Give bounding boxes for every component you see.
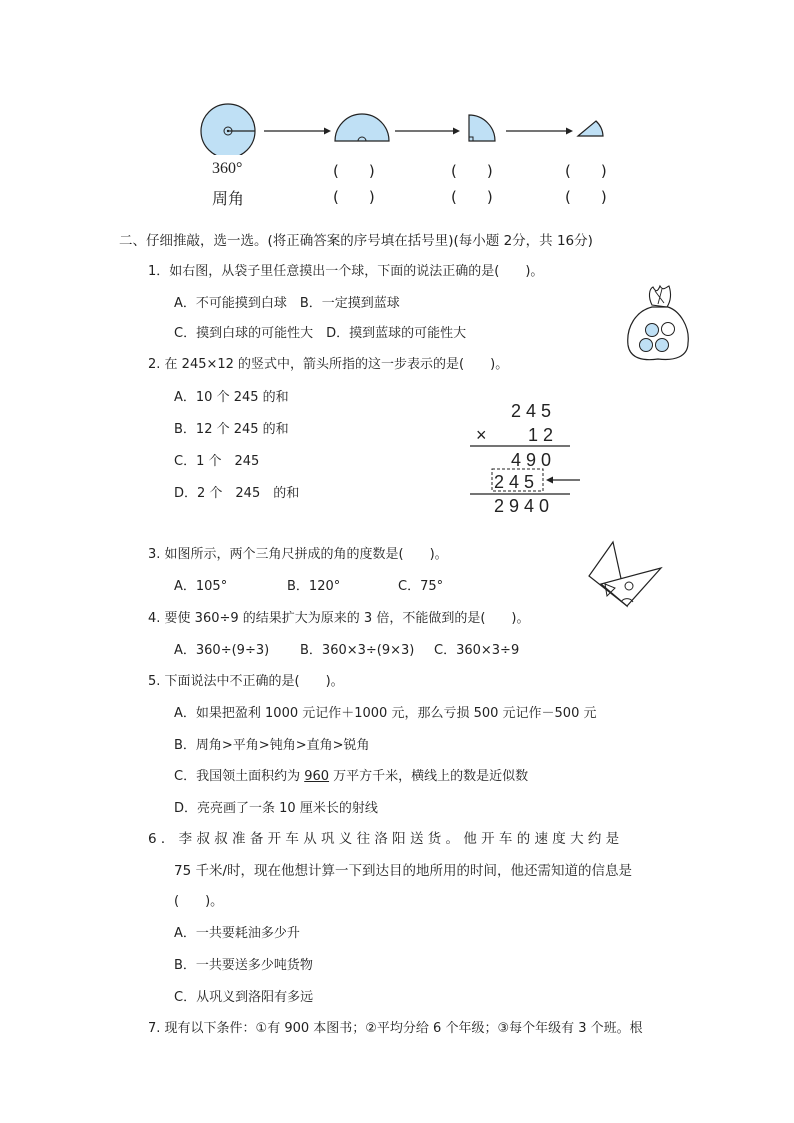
question-5-stem: 5. 下面说法中不正确的是( )。 xyxy=(148,674,344,689)
question-3-option-a: A．105° xyxy=(174,579,228,594)
question-3-option-c: C．75° xyxy=(398,579,444,594)
question-3-stem: 3. 如图所示，两个三角尺拼成的角的度数是( )。 xyxy=(148,547,448,562)
blank[interactable]: ( ) xyxy=(451,162,493,180)
label-360: 360° xyxy=(212,160,243,177)
question-4-option-b: B．360×3÷(9×3) xyxy=(300,643,415,658)
question-1-stem: 1．如右图，从袋子里任意摸出一个球，下面的说法正确的是( )。 xyxy=(148,264,544,279)
question-5-option-b: B．周角>平角>钝角>直角>锐角 xyxy=(174,738,370,753)
blank[interactable]: ( ) xyxy=(333,188,375,206)
question-2-option-d: D．2 个 245 的和 xyxy=(174,486,300,501)
question-5-option-c xyxy=(174,765,528,784)
sector-shape xyxy=(578,121,603,136)
question-7-line-1: 7. 现有以下条件：①有 900 本图书；②平均分给 6 个年级；③每个年级有 3 个班。根 xyxy=(148,1021,643,1036)
ball-bag-illustration xyxy=(622,283,694,363)
underlined-number: 960 xyxy=(304,769,330,784)
question-1-options-ab: A．不可能摸到白球 B．一定摸到蓝球 xyxy=(174,296,400,311)
question-5-option-a: A．如果把盈利 1000 元记作＋1000 元，那么亏损 500 元记作－500 元 xyxy=(174,706,597,721)
times-sign: × xyxy=(476,425,487,445)
section-heading: 二、仔细推敲，选一选。(将正确答案的序号填在括号里)(每小题 2分，共 16分) xyxy=(119,233,593,249)
option-c-text-post: 万平方千米，横线上的数是近似数 xyxy=(329,769,529,784)
blue-ball-icon xyxy=(646,324,659,337)
question-6-line-3: ( )。 xyxy=(174,894,224,909)
blank[interactable]: ( ) xyxy=(451,188,493,206)
question-4-option-a: A．360÷(9÷3) xyxy=(174,643,270,658)
question-6-option-c: C．从巩义到洛阳有多远 xyxy=(174,990,314,1005)
angles-figure xyxy=(190,95,630,155)
calc-lines xyxy=(465,440,595,500)
multiplicand: 2 4 5 xyxy=(511,401,552,421)
question-4-option-c: C．360×3÷9 xyxy=(434,643,520,658)
blue-ball-icon xyxy=(656,339,669,352)
question-4-stem: 4. 要使 360÷9 的结果扩大为原来的 3 倍，不能做到的是( )。 xyxy=(148,611,530,626)
question-2-option-b: B．12 个 245 的和 xyxy=(174,422,289,437)
question-6-option-a: A．一共要耗油多少升 xyxy=(174,926,300,941)
white-ball-icon xyxy=(662,323,675,336)
question-6-line-1: 6 ． 李 叔 叔 准 备 开 车 从 巩 义 往 洛 阳 送 货 。 他 开 车 的 速 度 大 约 是 xyxy=(148,831,620,847)
blank[interactable]: ( ) xyxy=(333,162,375,180)
question-5-option-d: D．亮亮画了一条 10 厘米长的射线 xyxy=(174,801,378,816)
product: 2 9 4 0 xyxy=(494,496,550,516)
question-3-option-b: B．120° xyxy=(287,579,341,594)
question-1-options-cd: C．摸到白球的可能性大 D．摸到蓝球的可能性大 xyxy=(174,326,467,341)
set-squares-illustration xyxy=(583,538,667,614)
question-2-stem: 2. 在 245×12 的竖式中，箭头所指的这一步表示的是( )。 xyxy=(148,357,509,372)
blue-ball-icon xyxy=(640,339,653,352)
label-full-angle: 周角 xyxy=(212,191,245,208)
multiplier: 1 2 xyxy=(528,425,554,445)
blank[interactable]: ( ) xyxy=(565,188,607,206)
partial-product-2: 2 4 5 xyxy=(494,472,535,492)
partial-product-1: 4 9 0 xyxy=(511,450,552,470)
option-c-text-pre: C．我国领土面积约为 xyxy=(174,769,305,784)
question-2-option-c: C．1 个 245 xyxy=(174,454,260,469)
question-2-option-a: A．10 个 245 的和 xyxy=(174,390,289,405)
blank[interactable]: ( ) xyxy=(565,162,607,180)
question-6-line-2: 75 千米/时，现在他想计算一下到达目的地所用的时间，他还需知道的信息是 xyxy=(174,863,633,879)
question-6-option-b: B．一共要送多少吨货物 xyxy=(174,958,313,973)
full-circle-shape xyxy=(201,104,255,155)
